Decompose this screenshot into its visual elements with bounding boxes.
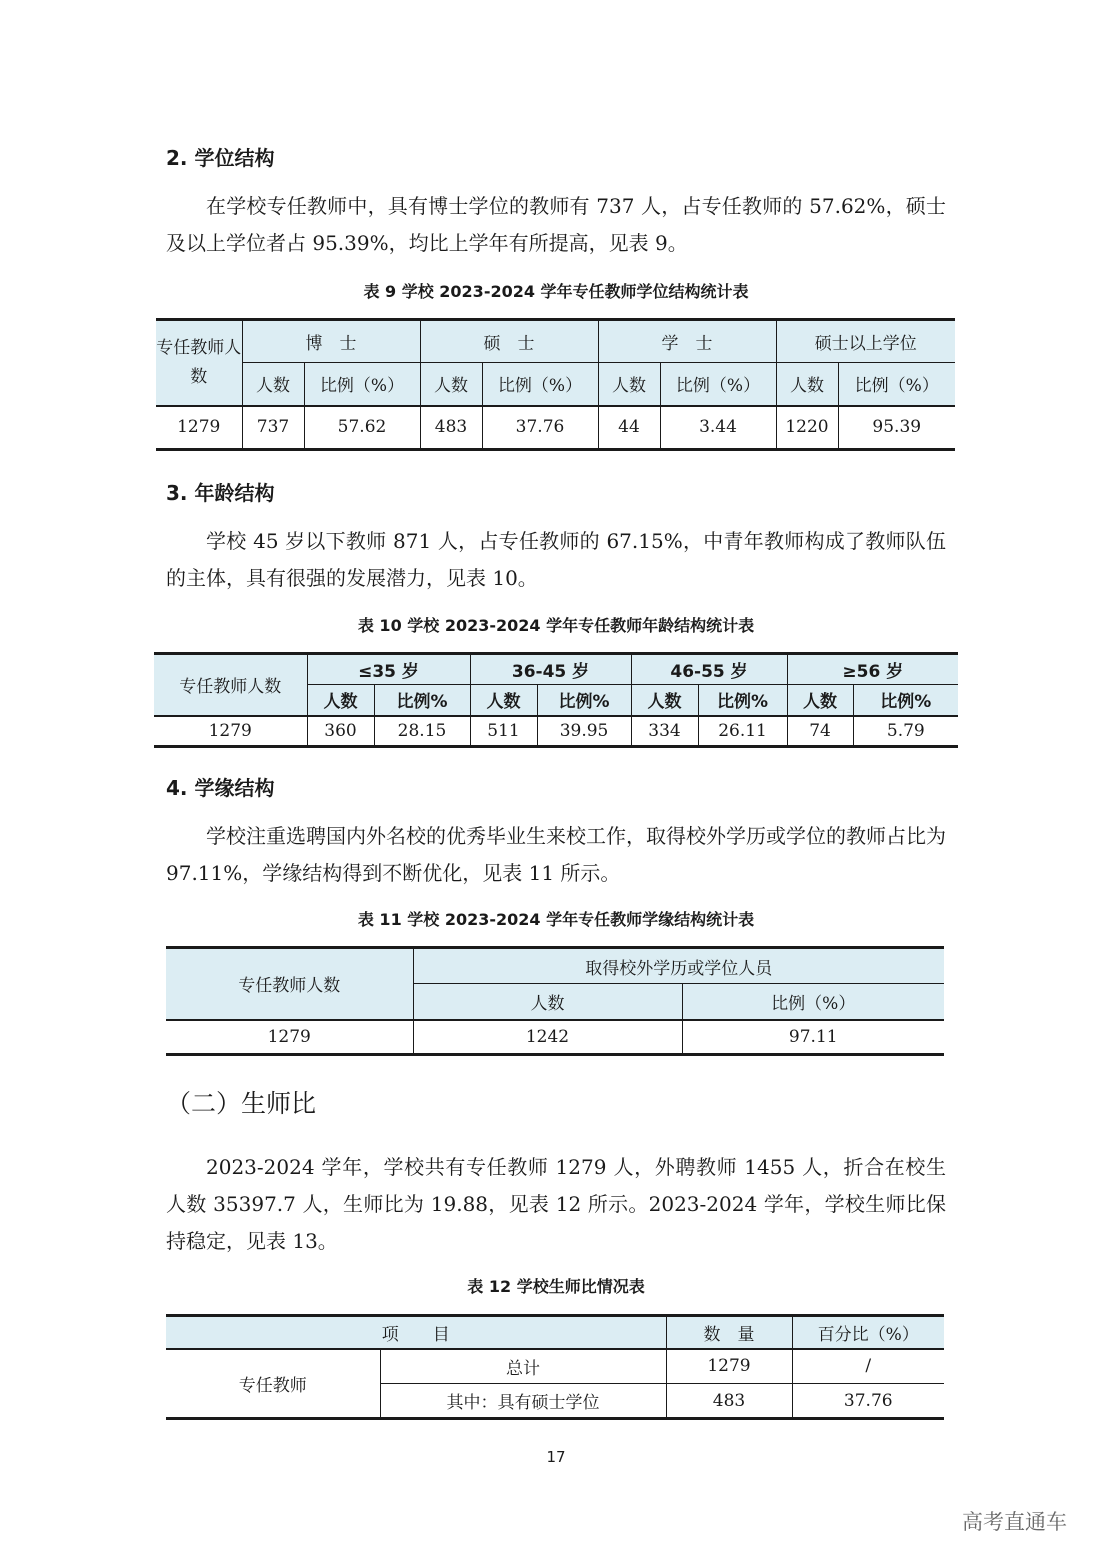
table11 <box>166 946 944 1056</box>
table-row <box>156 406 955 450</box>
paragraph-ratio: 2023-2024 学年，学校共有专任教师 1279 人，外聘教师 1455 人，折合在校生人数 35397.7 人，生师比为 19.88，见表 12 所示。2023-2024 学年，学校生师比保持稳定，见表 13。 <box>166 1155 946 1253</box>
table12 <box>166 1314 944 1420</box>
table9-group-header: 硕士以上学位 <box>776 320 955 363</box>
table10-count-header: 人数 <box>307 685 374 716</box>
paragraph-origin: 学校注重选聘国内外名校的优秀毕业生来校工作，取得校外学历或学位的教师占比为 97.11%，学缘结构得到不断优化，见表 11 所示。 <box>166 824 946 885</box>
table10-cell: 74 <box>787 716 853 747</box>
table10-group-header: ≤35 岁 <box>307 654 470 685</box>
table10-cell: 511 <box>470 716 537 747</box>
table10-ratio-header: 比例% <box>537 685 631 716</box>
table10-caption: 表 10 学校 2023-2024 学年专任教师年龄结构统计表 <box>357 616 755 635</box>
table9-count-header: 人数 <box>598 363 660 406</box>
table9-group-header: 博 士 <box>242 320 420 363</box>
table11-group-header: 取得校外学历或学位人员 <box>413 948 944 984</box>
table9-cell: 1279 <box>156 406 242 450</box>
table11-cell: 1279 <box>166 1020 413 1055</box>
table12-cell: 1279 <box>666 1349 792 1384</box>
table9-cell: 57.62 <box>304 406 420 450</box>
table10-cell: 1279 <box>154 716 307 747</box>
table12-cell: 37.76 <box>792 1384 944 1419</box>
table9-group-header: 硕 士 <box>420 320 598 363</box>
table9-cell: 44 <box>598 406 660 450</box>
table12-cell: 483 <box>666 1384 792 1419</box>
table9-cell: 737 <box>242 406 304 450</box>
table11-cell: 97.11 <box>682 1020 944 1055</box>
table9-cell: 3.44 <box>660 406 776 450</box>
table10-group-header: 46-55 岁 <box>631 654 787 685</box>
table9-cell: 483 <box>420 406 482 450</box>
table10-ratio-header: 比例% <box>698 685 787 716</box>
table12-cell: 总计 <box>380 1349 666 1384</box>
table12-caption: 表 12 学校生师比情况表 <box>467 1277 645 1296</box>
section-heading-age: 3. 年龄结构 <box>166 481 275 505</box>
table9-ratio-header: 比例（%） <box>660 363 776 406</box>
table11-cell: 1242 <box>413 1020 682 1055</box>
table-row <box>154 716 958 747</box>
table10-cell: 5.79 <box>853 716 958 747</box>
table10-cell: 26.11 <box>698 716 787 747</box>
table9-ratio-header: 比例（%） <box>482 363 598 406</box>
section-heading-degree: 2. 学位结构 <box>166 146 275 170</box>
paragraph-degree: 在学校专任教师中，具有博士学位的教师有 737 人，占专任教师的 57.62%，硕士及以上学位者占 95.39%，均比上学年有所提高，见表 9。 <box>166 194 946 255</box>
table9-count-header: 人数 <box>242 363 304 406</box>
table12-cell: 其中：具有硕士学位 <box>380 1384 666 1419</box>
table-row <box>166 1349 944 1384</box>
table10-count-header: 人数 <box>470 685 537 716</box>
table10-cell: 360 <box>307 716 374 747</box>
table10-count-header: 人数 <box>787 685 853 716</box>
table9-group-header: 学 士 <box>598 320 776 363</box>
table10-group-header: 36-45 岁 <box>470 654 631 685</box>
table10-ratio-header: 比例% <box>853 685 958 716</box>
page-number: 17 <box>546 1448 566 1466</box>
table11-count-header: 人数 <box>413 984 682 1020</box>
table10-cell: 39.95 <box>537 716 631 747</box>
table10-ratio-header: 比例% <box>374 685 470 716</box>
table11-total-header: 专任教师人数 <box>166 948 413 1020</box>
table12-quantity-header: 数 量 <box>666 1316 792 1349</box>
table10 <box>154 652 958 748</box>
table10-cell: 334 <box>631 716 698 747</box>
table10-cell: 28.15 <box>374 716 470 747</box>
table10-total-header: 专任教师人数 <box>154 654 307 716</box>
section-heading-ratio: （二）生师比 <box>166 1089 317 1118</box>
section-heading-origin: 4. 学缘结构 <box>166 776 275 800</box>
table9-cell: 1220 <box>776 406 838 450</box>
table10-group-header: ≥56 岁 <box>787 654 958 685</box>
table9-total-header: 专任教师人数 <box>156 320 242 406</box>
watermark: 高考直通车 <box>962 1510 1067 1534</box>
table9-caption: 表 9 学校 2023-2024 学年专任教师学位结构统计表 <box>363 282 749 301</box>
table11-caption: 表 11 学校 2023-2024 学年专任教师学缘结构统计表 <box>357 910 755 929</box>
table9-cell: 37.76 <box>482 406 598 450</box>
table12-item-header: 项 目 <box>166 1316 666 1349</box>
table9-count-header: 人数 <box>776 363 838 406</box>
table9-ratio-header: 比例（%） <box>304 363 420 406</box>
table-row <box>166 1020 944 1055</box>
table11-ratio-header: 比例（%） <box>682 984 944 1020</box>
table12-cell: / <box>792 1349 944 1384</box>
table9 <box>156 318 955 451</box>
paragraph-age: 学校 45 岁以下教师 871 人，占专任教师的 67.15%，中青年教师构成了教师队伍的主体，具有很强的发展潜力，见表 10。 <box>166 529 946 590</box>
table12-group-cell: 专任教师 <box>166 1349 380 1419</box>
table9-ratio-header: 比例（%） <box>838 363 955 406</box>
table9-count-header: 人数 <box>420 363 482 406</box>
table9-cell: 95.39 <box>838 406 955 450</box>
table10-count-header: 人数 <box>631 685 698 716</box>
table12-percent-header: 百分比（%） <box>792 1316 944 1349</box>
